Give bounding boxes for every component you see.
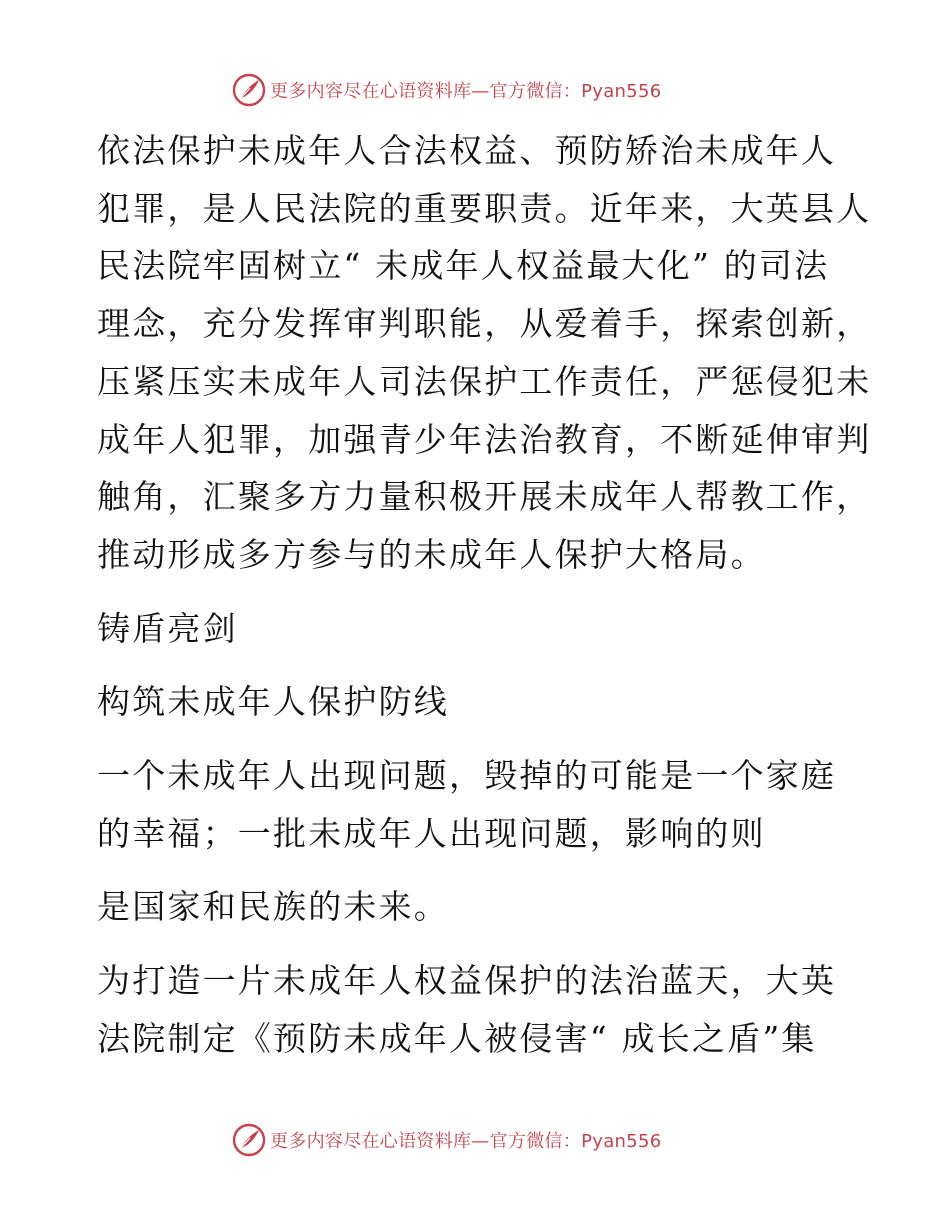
intro-paragraph — [97, 122, 872, 584]
text-line: 理念，充分发挥审判职能，从爱着手，探索创新， — [97, 304, 872, 344]
document-body — [97, 122, 872, 1068]
watermark-footer — [232, 1120, 662, 1160]
watermark-header — [232, 70, 662, 110]
section-subheading: 构筑未成年人保护防线 — [97, 682, 449, 722]
text-line: 民法院牢固树立“ 未成年人权益最大化” 的司法 — [97, 246, 830, 286]
paragraph-4 — [97, 952, 857, 1067]
section-heading: 铸盾亮剑 — [97, 608, 238, 648]
watermark-text: 更多内容尽在心语资料库—官方微信：Pyan556 — [270, 81, 662, 102]
text-line: 犯罪，是人民法院的重要职责。近年来，大英县人 — [97, 188, 872, 228]
paragraph-2 — [97, 747, 857, 862]
text-line: 的幸福；一批未成年人出现问题，影响的则 — [97, 813, 766, 853]
feather-pen-logo-icon — [232, 73, 266, 107]
text-line: 触角，汇聚多方力量积极开展未成年人帮教工作， — [97, 477, 872, 517]
watermark-text: 更多内容尽在心语资料库—官方微信：Pyan556 — [270, 1131, 662, 1152]
paragraph-3: 是国家和民族的未来。 — [97, 887, 449, 927]
text-line: 成年人犯罪，加强青少年法治教育，不断延伸审判 — [97, 419, 872, 459]
text-line: 依法保护未成年人合法权益、预防矫治未成年人 — [97, 131, 837, 170]
text-line: 法院制定《预防未成年人被侵害“ 成长之盾”集 — [97, 1018, 817, 1058]
text-line: 为打造一片未成年人权益保护的法治蓝天，大英 — [97, 961, 837, 1001]
text-line: 压紧压实未成年人司法保护工作责任，严惩侵犯未 — [97, 361, 872, 401]
text-line: 推动形成多方参与的未成年人保护大格局。 — [97, 534, 766, 574]
text-line: 一个未成年人出现问题，毁掉的可能是一个家庭 — [97, 756, 837, 796]
feather-pen-logo-icon — [232, 1123, 266, 1157]
